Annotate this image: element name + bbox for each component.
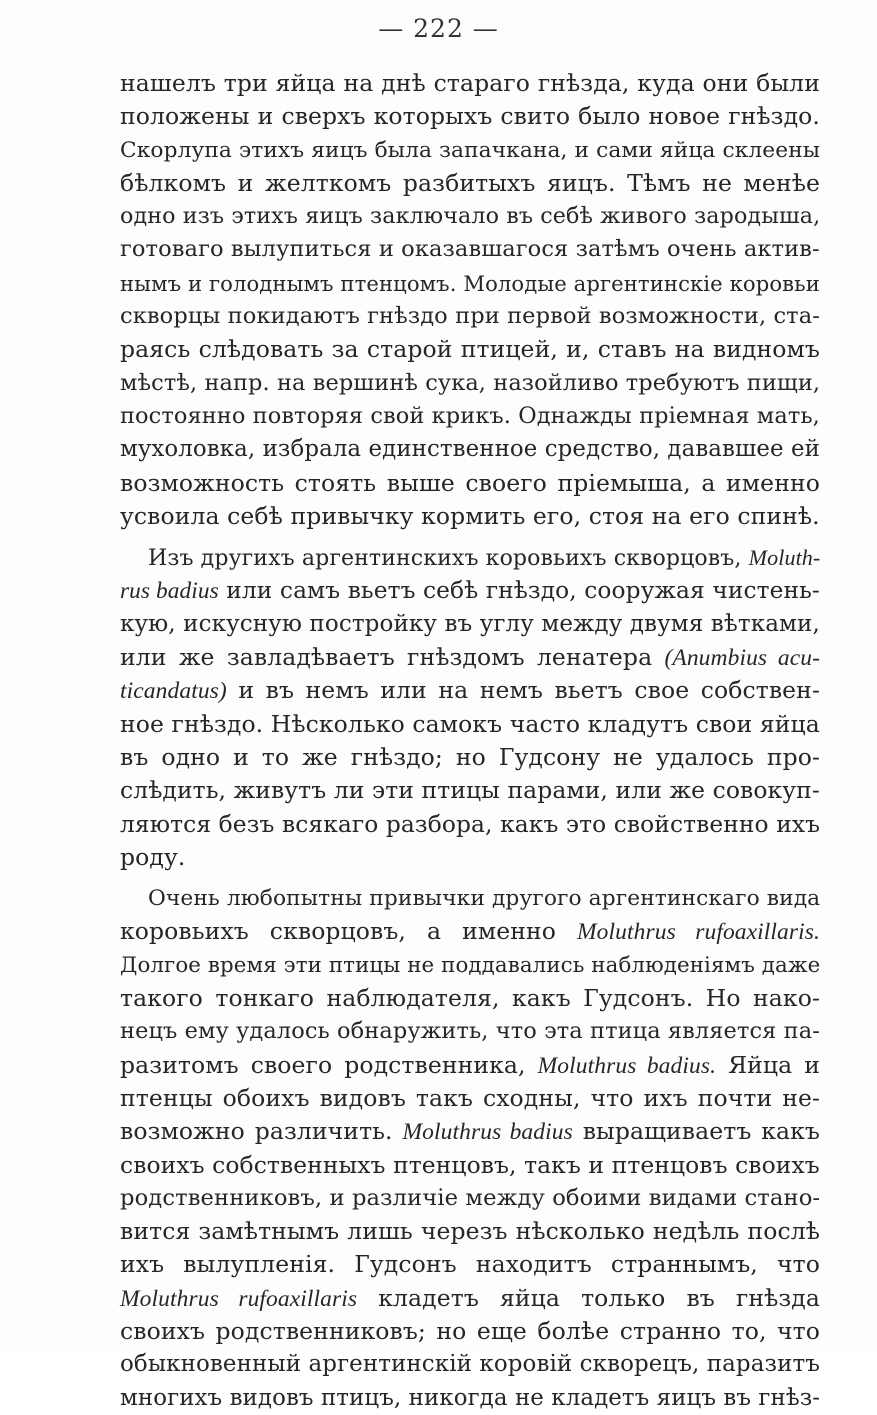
text-line: [120, 1248, 820, 1281]
text-line: [120, 915, 820, 948]
text-line: [120, 674, 820, 707]
italic-species-name: Moluthrus rufoaxillaris.: [577, 919, 821, 946]
text-segment: роду.: [120, 842, 186, 871]
text-line: [120, 1215, 820, 1248]
text-line: [120, 433, 820, 466]
text-segment: разитомъ своего родственника,: [120, 1050, 538, 1079]
text-line: [120, 982, 820, 1015]
text-segment: вится замѣтнымъ лишь черезъ нѣсколько недѣль послѣ: [120, 1217, 821, 1246]
text-segment: ляются безъ всякаго разбора, какъ это свойственно ихъ: [120, 809, 821, 838]
text-line: [120, 267, 820, 300]
text-segment: Долгое время эти птицы не поддавались наблюденіямъ даже: [120, 952, 821, 978]
text-line: [120, 467, 820, 500]
text-segment: Скорлупа этихъ яицъ была запачкана, и сами яйца склеены: [120, 137, 821, 163]
text-line: [120, 608, 820, 641]
text-line: [120, 367, 820, 400]
text-segment: родственниковъ, и различіе между обоими видами стано-: [120, 1184, 821, 1211]
text-segment: бѣлкомъ и желткомъ разбитыхъ яицъ. Тѣмъ не менѣе: [120, 168, 820, 197]
text-segment: нецъ ему удалось обнаружить, что эта птица является па-: [120, 1018, 820, 1045]
paragraph-gap: [120, 874, 820, 882]
text-segment: слѣдить, живутъ ли эти птицы парами, или же совокуп-: [120, 776, 820, 805]
text-line: [120, 1149, 820, 1182]
text-segment: возможно различить.: [120, 1117, 403, 1146]
text-line: [120, 574, 820, 607]
text-line: [120, 100, 820, 133]
text-segment: многихъ видовъ птицъ, никогда не кладетъ яицъ въ гнѣз-: [120, 1384, 821, 1411]
text-segment: ихъ вылупленія. Гудсонъ находитъ страннымъ, что: [120, 1250, 820, 1279]
text-segment: готоваго вылупиться и оказавшагося затѣмъ очень актив-: [120, 236, 820, 263]
text-segment: ное гнѣздо. Нѣсколько самокъ часто кладутъ свои яйца: [120, 709, 820, 738]
text-segment: мѣстѣ, напр. на вершинѣ сука, назойливо требуютъ пищи,: [120, 369, 821, 396]
text-segment: нымъ и голоднымъ птенцомъ. Молодые аргентинскіе коровьи: [120, 270, 820, 296]
text-segment: кладетъ яйца только въ гнѣзда: [357, 1283, 820, 1312]
text-segment: раясь слѣдовать за старой птицей, и, ставъ на видномъ: [120, 335, 820, 364]
text-segment: Яйца и: [716, 1050, 820, 1079]
text-line: [120, 500, 820, 533]
text-segment: кую, искусную постройку въ углу между двумя вѣтками,: [120, 610, 820, 637]
text-segment: возможность стоять выше своего пріемыша, а именно: [120, 468, 820, 497]
italic-species-name: (Anumbius acu-: [664, 645, 821, 672]
text-line: [120, 1115, 820, 1148]
text-line: [120, 1049, 820, 1082]
text-line: [120, 841, 820, 874]
text-line: [120, 1015, 820, 1048]
text-line: [120, 1315, 820, 1348]
text-segment: одно изъ этихъ яицъ заключало въ себѣ живого зародыша,: [120, 203, 821, 230]
text-segment: птенцы обоихъ видовъ такъ сходны, что ихъ почти не-: [120, 1083, 821, 1112]
text-segment: скворцы покидаютъ гнѣздо при первой возможности, ста-: [120, 303, 820, 330]
text-segment: мухоловка, избрала единственное средство, дававшее ей: [120, 436, 820, 463]
text-segment: постоянно повторяя свой крикъ. Однажды пріемная мать,: [120, 402, 820, 429]
paragraph: [120, 67, 820, 533]
text-line: [120, 233, 820, 266]
text-segment: своихъ родственниковъ; но еще болѣе странно то, что: [120, 1316, 821, 1345]
text-line: [120, 67, 820, 100]
text-segment: усвоила себѣ привычку кормить его, стоя на его спинѣ.: [120, 501, 820, 530]
italic-species-name: Moluthrus badius.: [537, 1052, 717, 1079]
text-line: [120, 167, 820, 200]
italic-species-name: Moluthrus badius: [402, 1119, 573, 1146]
text-line: [120, 134, 820, 167]
text-line: [120, 641, 820, 674]
paragraph-gap: [120, 533, 820, 541]
text-segment: Изъ другихъ аргентинскихъ коровьихъ скворцовъ,: [148, 546, 749, 572]
text-segment: такого тонкаго наблюдателя, какъ Гудсонъ. Но нако-: [120, 984, 820, 1013]
text-line: [120, 708, 820, 741]
text-segment: выращиваетъ какъ: [572, 1117, 820, 1146]
text-segment: или самъ вьетъ себѣ гнѣздо, сооружая чистень-: [218, 577, 820, 605]
text-line: [120, 200, 820, 233]
text-segment: Очень любопытны привычки другого аргентинскаго вида: [148, 886, 821, 912]
italic-species-name: rus badius: [120, 578, 219, 605]
italic-species-name: ticandatus): [120, 678, 227, 705]
paragraph: [120, 882, 820, 1415]
text-line: [120, 741, 820, 774]
text-line: [120, 808, 820, 841]
text-line: [120, 882, 820, 915]
text-segment: обыкновенный аргентинскій коровій скворецъ, паразитъ: [120, 1351, 820, 1378]
text-line: [120, 300, 820, 333]
text-segment: и въ немъ или на немъ вьетъ свое собствен-: [226, 676, 820, 705]
text-segment: или же завладѣваетъ гнѣздомъ ленатера: [120, 643, 665, 672]
text-line: [120, 1182, 820, 1215]
text-line: [120, 333, 820, 366]
text-segment: положены и сверхъ которыхъ свито было новое гнѣздо.: [120, 102, 820, 131]
text-line: [120, 1082, 820, 1115]
italic-species-name: Moluthrus rufoaxillaris: [120, 1285, 358, 1312]
italic-species-name: Moluth-: [748, 545, 821, 571]
text-segment: нашелъ три яйца на днѣ стараго гнѣзда, куда они были: [120, 69, 820, 97]
text-segment: своихъ собственныхъ птенцовъ, такъ и птенцовъ своихъ: [120, 1150, 820, 1179]
text-segment: коровьихъ скворцовъ, а именно: [120, 917, 577, 946]
text-line: [120, 1282, 820, 1315]
page-number: — 222 —: [378, 14, 499, 43]
text-line: [120, 1382, 820, 1415]
text-line: [120, 1348, 820, 1381]
text-line: [120, 400, 820, 433]
text-segment: въ одно и то же гнѣздо; но Гудсону не удалось про-: [120, 742, 821, 771]
text-line: [120, 774, 820, 807]
body-text: [120, 67, 820, 1415]
text-line: [120, 541, 820, 574]
text-line: [120, 949, 820, 982]
paragraph: [120, 541, 820, 874]
